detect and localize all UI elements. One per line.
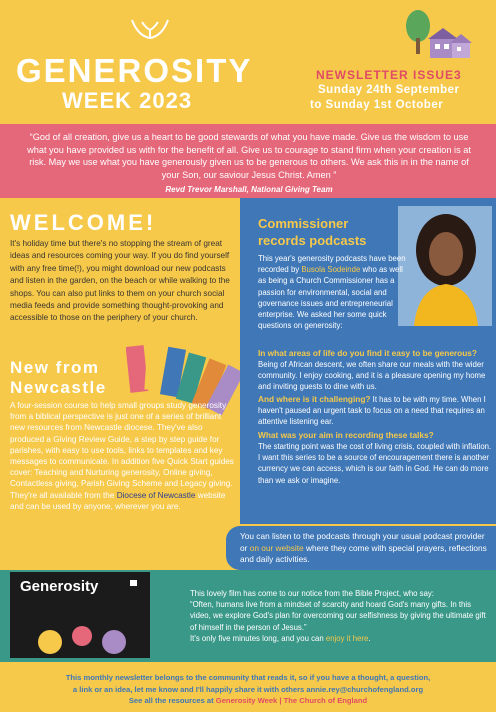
commissioner-intro-before: This year's generosity podcasts have been recorded by [258,254,406,275]
video-title: Generosity [20,578,99,595]
website-link[interactable]: on our website [249,542,304,553]
title-line1: GENEROSITY [16,52,253,89]
hands-icon [128,14,172,44]
film-closing-after: . [368,633,371,643]
listen-text [240,531,490,566]
welcome-heading: WELCOME! [10,210,157,235]
busola-link[interactable]: Busola Sodeinde [301,265,361,275]
question-1: In what areas of life do you find it easy to be generous? [258,348,477,358]
newcastle-text [10,400,238,512]
newcastle-body: A four-session course to help small groups study generosity from a biblical perspective is just one of a series of brilliant new resources from Newcastle diocese. They've also produced a Giving Review Guide, a step by step guide for parishes, with easy to use tools, links to templates and key messages to communicate. In addition five Quick Start guides cover: Teaching and Nurturing generosity, Online giving, Contactless giving, Parish Giving Scheme and Legacy giving. They're all available from the [10,401,234,500]
commissioner-intro-after: who as well as being a Church Commissioner has a passion for environmental, social and governance issues and entrepreneurial enterprise. We asked her some quick questions on generosity: [258,265,403,331]
listen-after: where they come with special prayers, reflections and daily activities. [240,542,487,565]
answer-2: It has to be with my time. When I haven't paused an urgent task to focus on a need that requires an attentive listening ear. [258,395,486,427]
film-intro: This lovely film has come to our notice from the Bible Project, who say: [190,589,434,598]
film-text [190,588,490,644]
footer-line1: This monthly newsletter belongs to the community that reads it, so if you have a thought, a question, [65,673,431,682]
commissioner-heading-line2: records podcasts [258,233,367,248]
diocese-link[interactable]: Diocese of Newcastle [116,490,196,500]
date-line2: to Sunday 1st October [310,99,444,111]
commissioner-intro [258,253,408,331]
prayer-text: “God of all creation, give us a heart to be good stewards of what you have made. Give us the wisdom to use what you have provided us with for the benefit of all. Give us to courage to stand firm when your creation is at risk. May we use what you have generously given us to be generous to others. We ask this in in the name of your Son, our saviour Jesus Christ. Amen ” [27,132,471,180]
welcome-text: It's holiday time but there's no stopping the stream of great ideas and resources coming your way. If you do find yourself with any free time(!), you might download our new podcasts and listen in the garden, on the beach or while walking to the shops. You can also put links to them on your church social media feeds and provide something thought-provoking and accessible to those on the periphery of your church. [10,239,230,323]
newcastle-body-after: website and can be used by anyone, wherever you are. [10,490,226,511]
enjoy-link[interactable]: enjoy it here [325,633,369,643]
date-line1: Sunday 24th September [318,84,460,96]
film-closing [190,633,490,644]
footer-text [20,672,476,707]
answer-3: The starting point was the cost of living crisis, coupled with inflation. I want this series to be a source of encouragement there is another currency we can access, which is our faith in God. He can do more than we ask or imagine. [258,442,492,485]
newsletter-issue: NEWSLETTER ISSUE3 [316,68,462,82]
film-closing-before: It's only five minutes long, and you can [190,633,324,643]
footer-line2: a link or an idea, let me know and I'll happily share it with others annie.rey@churchofengland.org [72,684,424,694]
footer-line3-before: See all the resources at [128,696,214,706]
question-2: And where is it challenging? [258,394,371,404]
title-line2: WEEK 2023 [62,88,193,113]
house-icon [428,26,472,58]
generosity-week-link[interactable]: Generosity Week | The Church of England [215,696,368,706]
film-quote: “Often, humans live from a mindset of scarcity and hoard God's many gifts. In this video, we explore God's plan for overcoming our selfishness by giving the ultimate gift of himself in the person of Jesus.” [190,600,486,632]
qa-2 [258,394,492,428]
footer-line3 [20,695,476,707]
newcastle-heading-line2: Newcastle [10,378,107,397]
answer-1: Being of African descent, we often share our meals with the wider community. I enjoy cooking, and it is a pleasure opening my home and inviting guests to dine with us. [258,360,486,392]
portrait-image [398,206,492,326]
question-3: What was your aim in recording these talks? [258,430,434,440]
commissioner-heading-line1: Commissioner [258,216,349,231]
listen-before: You can listen to the podcasts through your usual podcast provider or [240,531,485,553]
prayer-signature: Revd Trevor Marshall, National Giving Team [165,185,333,194]
newcastle-heading-line1: New from [10,358,100,377]
